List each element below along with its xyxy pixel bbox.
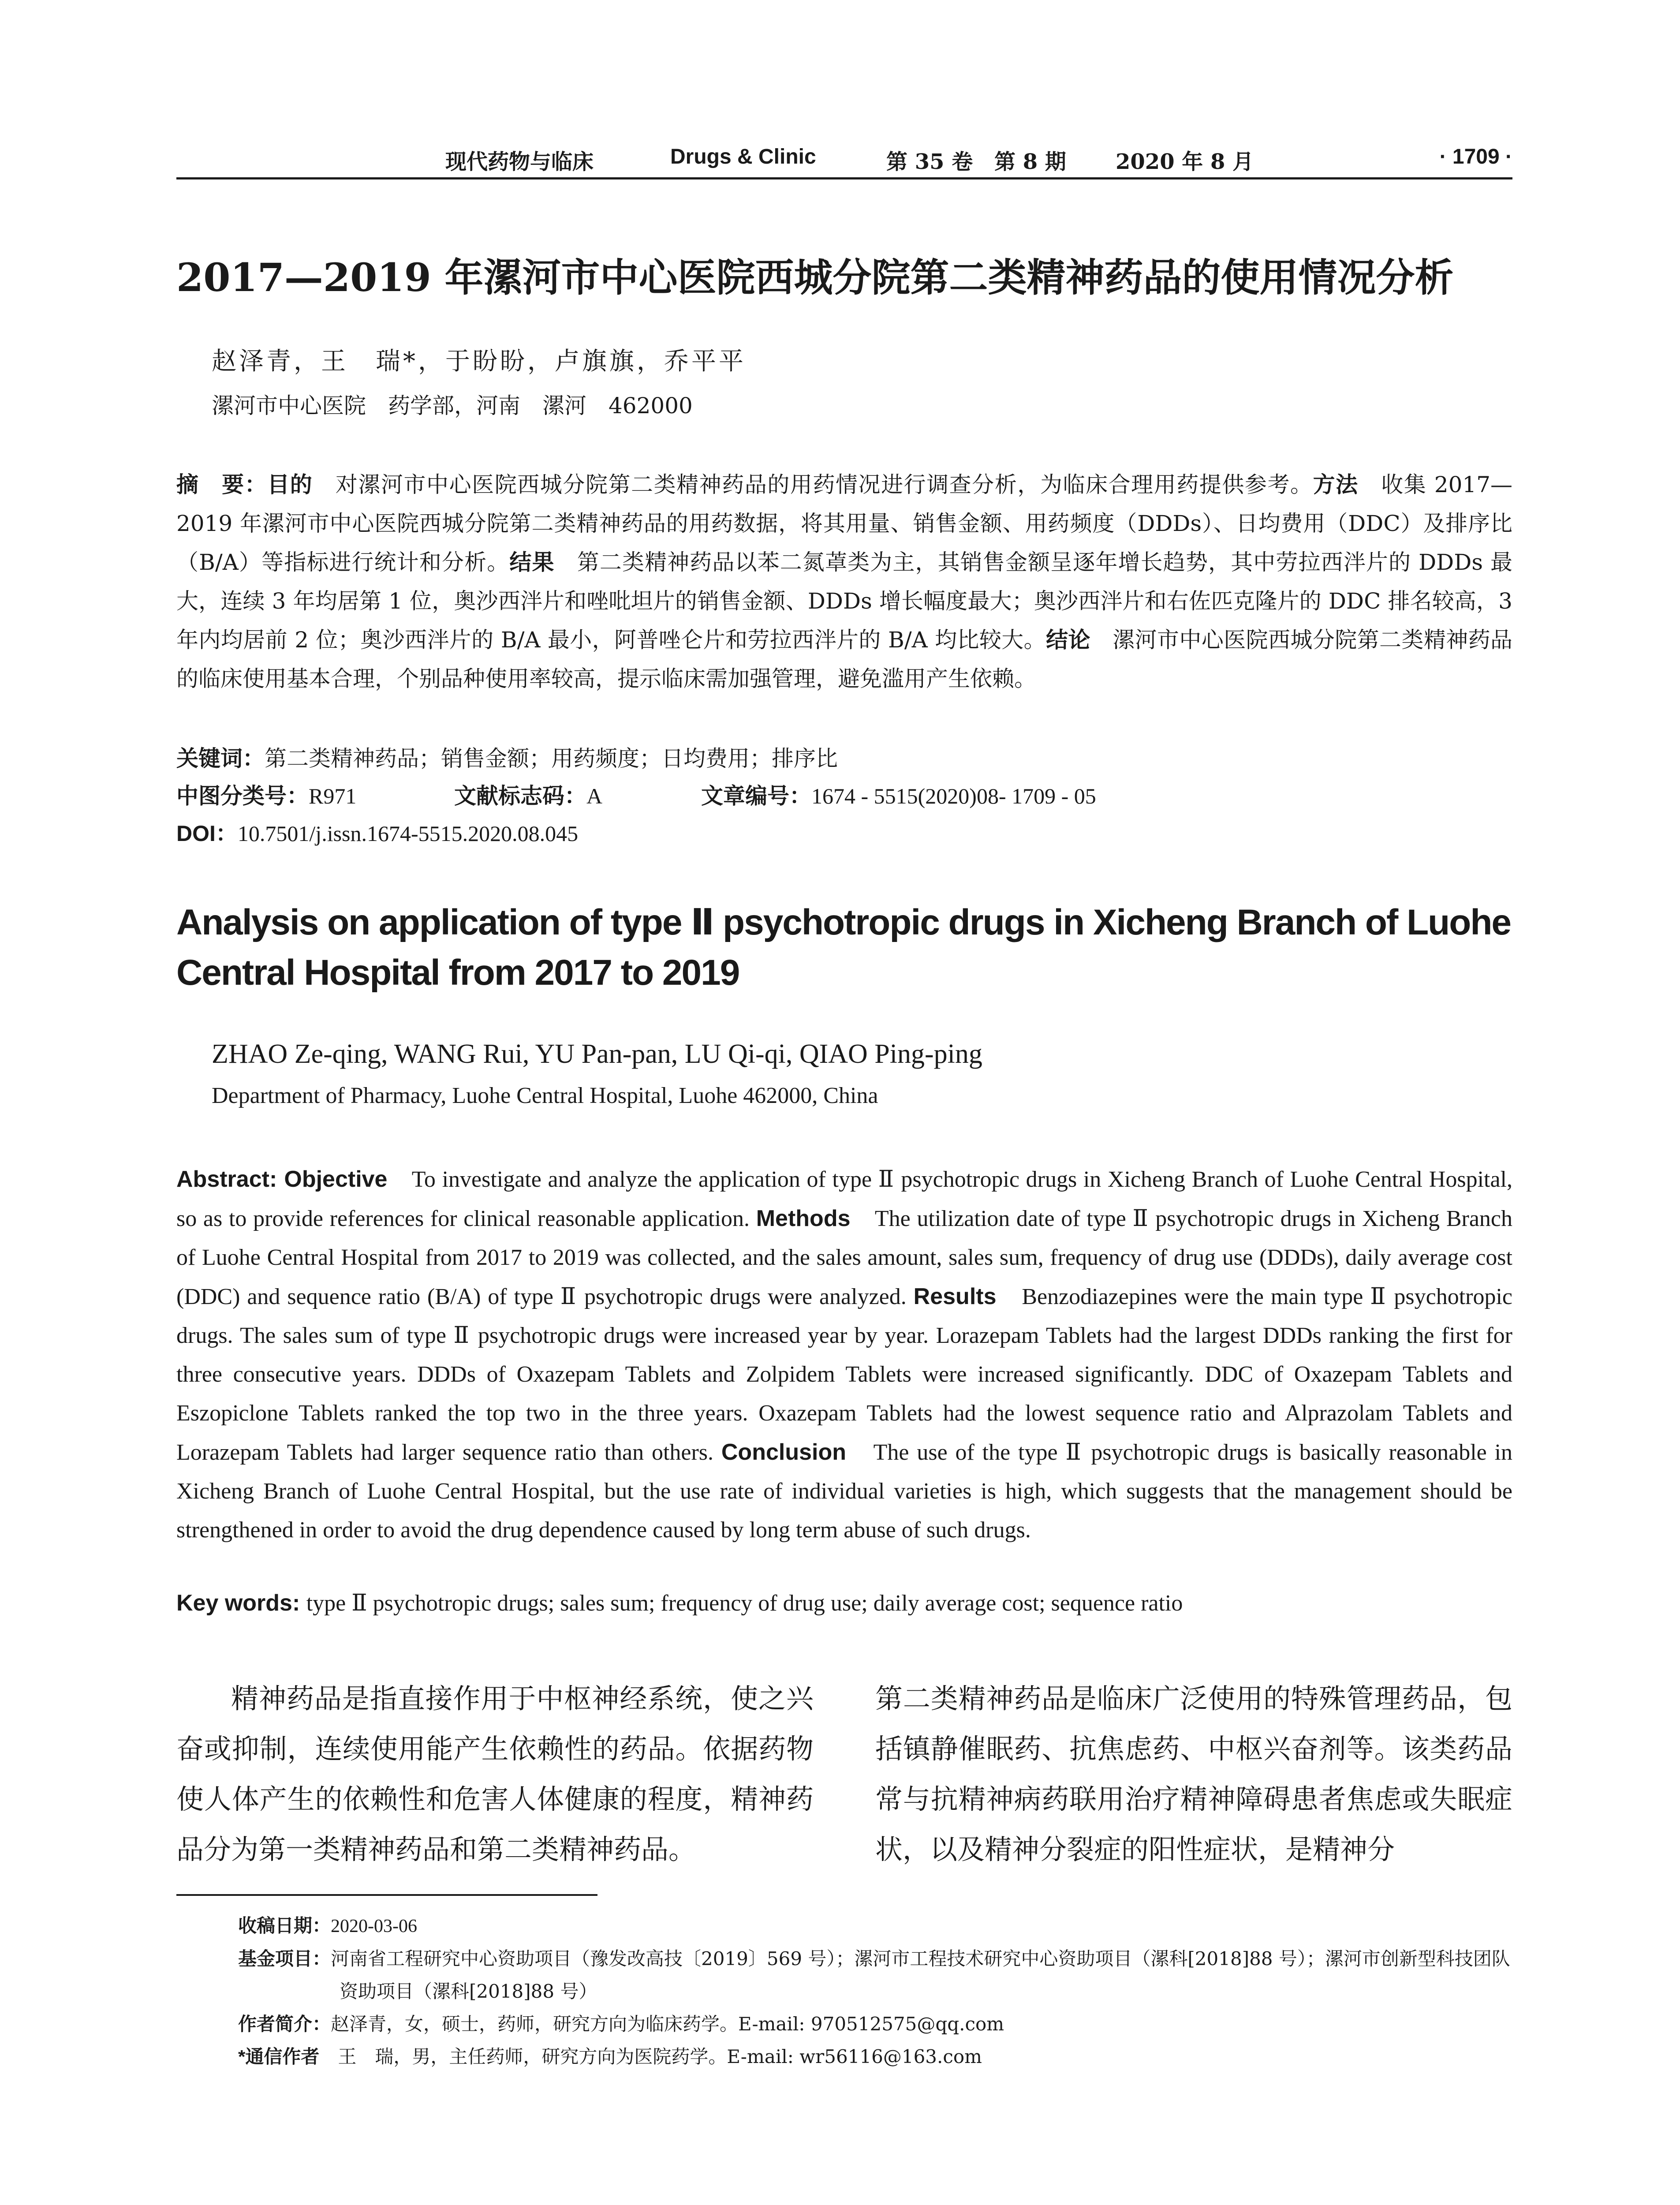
article-value: 1674 - 5515(2020)08- 1709 - 05 [811, 784, 1096, 808]
article-title-cn: 2017—2019 年漯河市中心医院西城分院第二类精神药品的使用情况分析 [176, 254, 1454, 300]
volume: 第 35 卷 [886, 149, 973, 174]
abstract-label-en: Abstract: [176, 1166, 284, 1192]
keywords-text-en: type Ⅱ psychotropic drugs; sales sum; frequency of drug use; daily average cost; sequence ratio [306, 1591, 1183, 1616]
doi [176, 816, 578, 848]
doi-label: DOI： [176, 821, 238, 846]
issue: 第 8 期 [994, 149, 1066, 174]
received-date: 2020-03-06 [331, 1916, 417, 1936]
keywords-en [176, 1590, 1512, 1616]
footnote-corresponding [238, 2041, 1512, 2073]
author-label: 作者简介： [238, 2014, 331, 2034]
header-rule [176, 177, 1512, 179]
results-label-en: Results [913, 1284, 997, 1309]
authors-cn: 赵泽青，王 瑞*，于盼盼，卢旗旗，乔平平 [212, 347, 746, 376]
affiliation-en: Department of Pharmacy, Luohe Central Hospital, Luohe 462000, China [212, 1083, 878, 1108]
conclusion-label-en: Conclusion [721, 1439, 846, 1465]
authors-en: ZHAO Ze-qing, WANG Rui, YU Pan-pan, LU Qi-qi, QIAO Ping-ping [212, 1039, 982, 1069]
article-number [701, 778, 1096, 810]
doi-value: 10.7501/j.issn.1674-5515.2020.08.045 [237, 821, 579, 846]
footnotes [238, 1910, 1512, 2073]
keywords-cn [176, 741, 1512, 773]
article-title-en: Analysis on application of type Ⅱ psychotropic drugs in Xicheng Branch of Luohe Central Hospital from 2017 to 2019 [176, 902, 1511, 993]
page-number: · 1709 · [1439, 145, 1512, 168]
document-code [454, 778, 602, 810]
affiliation-cn: 漯河市中心医院 药学部，河南 漯河 462000 [212, 393, 693, 419]
clc-label: 中图分类号： [176, 784, 309, 808]
publication-date: 2020 年 8 月 [1116, 149, 1254, 174]
objective-text-cn: 对漯河市中心医院西城分院第二类精神药品的用药情况进行调查分析，为临床合理用药提供参考。 [313, 472, 1313, 497]
keywords-text-cn: 第二类精神药品；销售金额；用药频度；日均费用；排序比 [265, 746, 838, 771]
methods-text-cn: 收集 2017—2019 年漯河市中心医院西城分院第二类精神药品的用药数据，将其用量、销售金额、用药频度（DDDs）、日均费用（DDC）及排序比（B/A）等指标进行统计和分析。 [176, 472, 1513, 575]
methods-label-cn: 方法 [1313, 472, 1359, 497]
doc-label: 文献标志码： [454, 784, 586, 808]
clc-value: R971 [309, 784, 357, 808]
running-header [176, 141, 1512, 176]
footnote-rule [176, 1894, 597, 1896]
footnote-author [238, 2008, 1512, 2041]
fund-label: 基金项目： [238, 1948, 331, 1969]
fund-text: 河南省工程研究中心资助项目（豫发改高技〔2019〕569 号）；漯河市工程技术研究中心资助项目（漯科[2018]88 号）；漯河市创新型科技团队资助项目（漯科[2018]88 号） [331, 1948, 1510, 2002]
footnote-fund [238, 1943, 1512, 2008]
results-text-en: Benzodiazepines were the main type Ⅱ psychotropic drugs. The sales sum of type Ⅱ psychotropic drugs were increased year by year. Lorazepam Tablets had the largest DDDs ranking the first for three consecutive years. DDDs of Oxazepam Tablets and Zolpidem Tablets were increased significantly. DDC of Oxazepam Tablets and Eszopiclone Tablets ranked the top two in the three years. Oxazepam Tablets had the lowest sequence ratio and Alprazolam Tablets and Lorazepam Tablets had larger sequence ratio than others. [176, 1284, 1512, 1465]
conclusion-label-cn: 结论 [1046, 628, 1090, 652]
keywords-label-cn: 关键词： [176, 746, 265, 771]
corresponding-label: *通信作者 [238, 2046, 320, 2067]
corresponding-text: 王 瑞，男，主任药师，研究方向为医院药学。E-mail: wr56116@163.com [319, 2046, 982, 2067]
conclusion-text-en: The use of the type Ⅱ psychotropic drugs is basically reasonable in Xicheng Branch of Luohe Central Hospital, but the use rate of individual varieties is high, which suggests that the management should be strengthened in order to avoid the drug dependence caused by long term abuse of such drugs. [176, 1440, 1513, 1543]
keywords-label-en: Key words: [176, 1590, 306, 1616]
article-label: 文章编号： [701, 784, 811, 808]
methods-text-en: The utilization date of type Ⅱ psychotropic drugs in Xicheng Branch of Luohe Central Hospital from 2017 to 2019 was collected, and the sales amount, sales sum, frequency of drug use (DDDs), daily average cost (DDC) and sequence ratio (B/A) of type Ⅱ psychotropic drugs were analyzed. [176, 1206, 1512, 1309]
objective-label-en: Objective [284, 1166, 388, 1192]
results-text-cn: 第二类精神药品以苯二氮䓬类为主，其销售金额呈逐年增长趋势，其中劳拉西泮片的 DDDs 最大，连续 3 年均居第 1 位，奥沙西泮片和唑吡坦片的销售金额、DDDs 增长幅度最大；奥沙西泮片和右佐匹克隆片的 DDC 排名较高，3 年内均居前 2 位；奥沙西泮片的 B/A 最小，阿普唑仑片和劳拉西泮片的 B/A 均比较大。 [176, 549, 1513, 653]
footnote-received [238, 1910, 1512, 1943]
received-label: 收稿日期： [238, 1915, 331, 1936]
abstract-label-cn: 摘 要： [176, 472, 268, 497]
author-text: 赵泽青，女，硕士，药师，研究方向为临床药学。E-mail: 970512575@qq.com [331, 2013, 1004, 2035]
doc-value: A [586, 784, 603, 808]
body-column-right: 第二类精神药品是临床广泛使用的特殊管理药品，包括镇静催眠药、抗焦虑药、中枢兴奋剂等。该类药品常与抗精神病药联用治疗精神障碍患者焦虑或失眠症状，以及精神分裂症的阳性症状，是精神分 [875, 1682, 1512, 1865]
abstract-en [176, 1160, 1512, 1550]
journal-name-cn: 现代药物与临床 [445, 149, 594, 174]
methods-label-en: Methods [756, 1206, 851, 1231]
objective-text-en: To investigate and analyze the application of type Ⅱ psychotropic drugs in Xicheng Branch of Luohe Central Hospital, so as to provide references for clinical reasonable application. [176, 1167, 1512, 1231]
journal-name-en: Drugs & Clinic [670, 145, 816, 168]
objective-label-cn: 目的 [267, 472, 313, 497]
body-column-left: 精神药品是指直接作用于中枢神经系统，使之兴奋或抑制，连续使用能产生依赖性的药品。依据药物使人体产生的依赖性和危害人体健康的程度，精神药品分为第一类精神药品和第二类精神药品。 [176, 1682, 814, 1865]
classification-row [176, 778, 1512, 809]
clc-number [176, 778, 356, 810]
abstract-cn [176, 465, 1512, 698]
results-label-cn: 结果 [509, 550, 555, 575]
conclusion-text-cn: 漯河市中心医院西城分院第二类精神药品的临床使用基本合理，个别品种使用率较高，提示临床需加强管理，避免滥用产生依赖。 [176, 627, 1513, 691]
